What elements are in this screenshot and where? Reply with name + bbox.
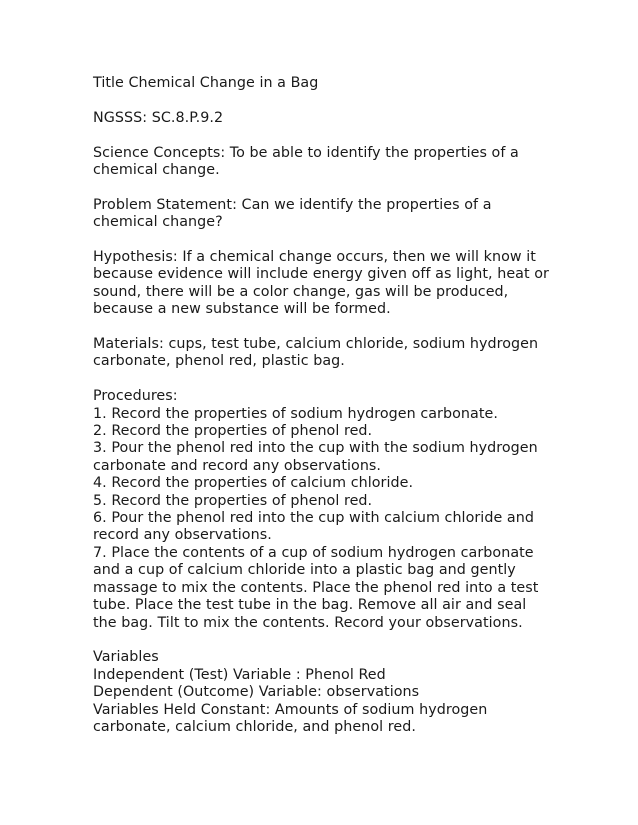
text-line: sound, there will be a color change, gas will be produced, (93, 283, 509, 300)
procedure-line: the bag. Tilt to mix the contents. Record your observations. (93, 614, 523, 631)
procedure-line: 2. Record the properties of phenol red. (93, 423, 373, 440)
hypothesis-paragraph (93, 249, 563, 319)
procedure-line: 4. Record the properties of calcium chloride. (93, 475, 414, 492)
text-line: because a new substance will be formed. (93, 301, 391, 318)
procedure-line: 5. Record the properties of phenol red. (93, 492, 373, 509)
procedure-line: 7. Place the contents of a cup of sodium hydrogen carbonate (93, 544, 534, 561)
title-line (93, 75, 563, 92)
variable-line: Variables Held Constant: Amounts of sodium hydrogen (93, 701, 488, 718)
text-line: chemical change. (93, 162, 220, 178)
procedure-line: and a cup of calcium chloride into a plastic bag and gently (93, 562, 516, 579)
variable-line: carbonate, calcium chloride, and phenol red. (93, 718, 416, 735)
text-line: Materials: cups, test tube, calcium chloride, sodium hydrogen (93, 336, 539, 353)
text-line: Hypothesis: If a chemical change occurs, then we will know it (93, 249, 536, 265)
problem-statement-paragraph (93, 197, 563, 232)
variables-heading: Variables (93, 649, 159, 666)
procedures-section (93, 388, 563, 632)
title-text: Title Chemical Change in a Bag (93, 75, 319, 91)
science-concepts-paragraph (93, 145, 563, 180)
spacer (93, 179, 563, 196)
materials-paragraph (93, 336, 563, 371)
lab-document (93, 75, 563, 736)
procedure-line: massage to mix the contents. Place the phenol red into a test (93, 579, 539, 596)
spacer (93, 632, 563, 649)
text-line: Problem Statement: Can we identify the properties of a (93, 196, 492, 213)
procedure-line: 6. Pour the phenol red into the cup with calcium chloride and (93, 510, 534, 527)
variable-line: Independent (Test) Variable : Phenol Red (93, 666, 386, 683)
variables-section (93, 649, 563, 736)
spacer (93, 232, 563, 249)
ngsss-text: NGSSS: SC.8.P.9.2 (93, 109, 224, 126)
ngsss-line (93, 110, 563, 127)
spacer (93, 127, 563, 144)
spacer (93, 319, 563, 336)
spacer (93, 92, 563, 109)
text-line: chemical change? (93, 214, 223, 231)
procedure-line: 1. Record the properties of sodium hydrogen carbonate. (93, 405, 498, 422)
procedure-line: carbonate and record any observations. (93, 457, 382, 474)
spacer (93, 371, 563, 388)
procedures-heading: Procedures: (93, 388, 178, 405)
procedure-line: record any observations. (93, 527, 272, 544)
text-line: carbonate, phenol red, plastic bag. (93, 353, 345, 370)
procedure-line: tube. Place the test tube in the bag. Remove all air and seal (93, 597, 527, 614)
procedure-line: 3. Pour the phenol red into the cup with the sodium hydrogen (93, 440, 538, 457)
text-line: because evidence will include energy given off as light, heat or (93, 266, 549, 283)
variable-line: Dependent (Outcome) Variable: observations (93, 684, 420, 701)
text-line: Science Concepts: To be able to identify the properties of a (93, 144, 519, 161)
